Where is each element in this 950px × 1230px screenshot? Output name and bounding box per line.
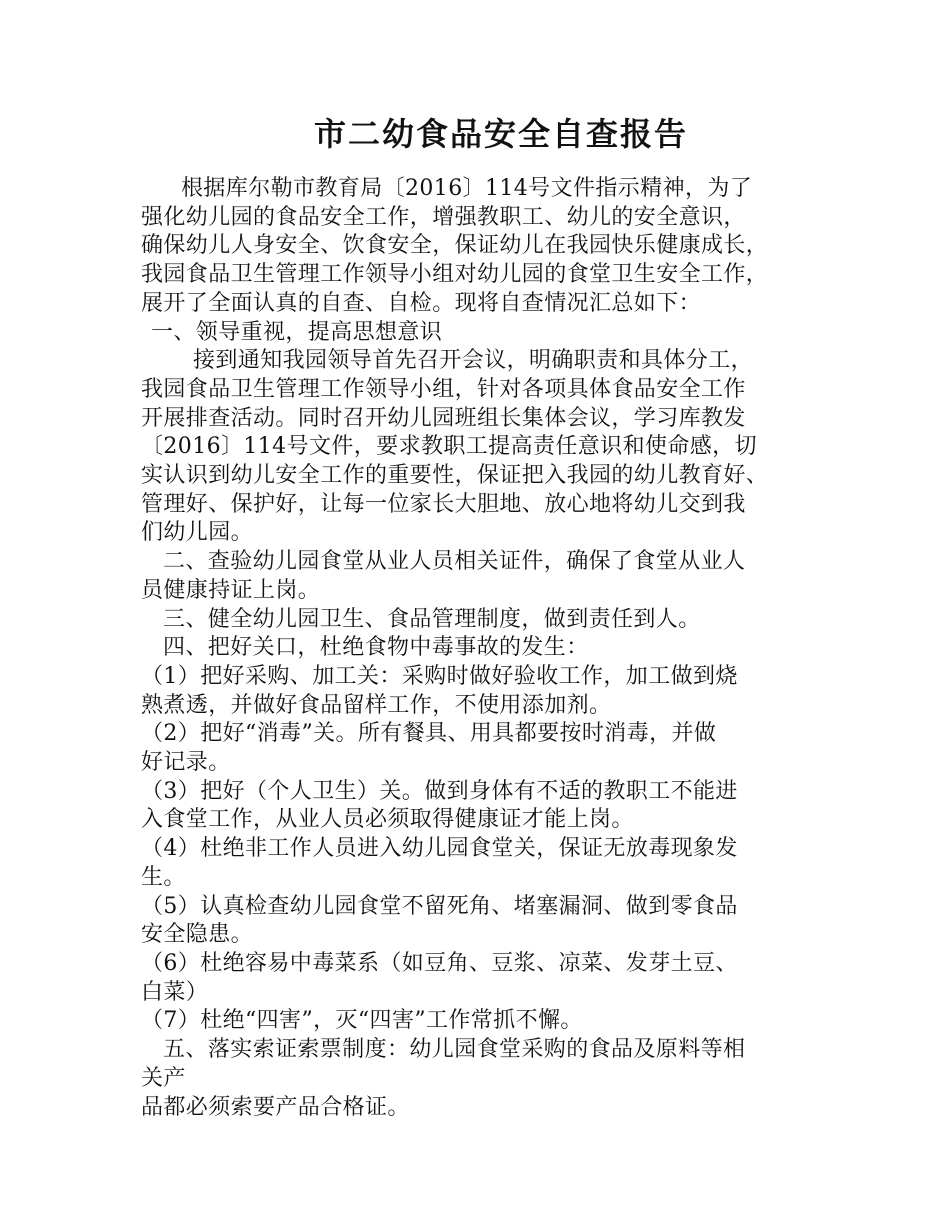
text-line: （2）把好“消毒”关。所有餐具、用具都要按时消毒，并做 [141, 721, 717, 747]
section-heading-5 [141, 1036, 831, 1122]
section-heading-2 [141, 548, 831, 605]
text-line: 品都必须索要产品合格证。 [141, 1094, 410, 1120]
text-line: （3）把好（个人卫生）关。做到身体有不适的教职工不能进 [141, 778, 738, 804]
text-line: 生。 [141, 864, 186, 890]
text-line: 白菜） [141, 979, 209, 1005]
text-line: 一、领导重视，提高思想意识 [151, 319, 443, 345]
text-line: 根据库尔勒市教育局〔2016〕114号文件指示精神，为了 [181, 176, 753, 201]
text-line: 〔2016〕114号文件，要求教职工提高责任意识和使命感，切 [141, 434, 757, 460]
text-line: 开展排查活动。同时召开幼儿园班组长集体会议，学习库教发 [141, 405, 746, 431]
text-line: 好记录。 [141, 750, 231, 776]
list-item-1 [141, 663, 831, 720]
text-line: 五、落实索证索票制度：幼儿园食堂采购的食品及原料等相 [163, 1037, 746, 1063]
text-line: 四、把好关口，杜绝食物中毒事故的发生： [163, 635, 589, 661]
text-line: 我园食品卫生管理工作领导小组对幼儿园的食堂卫生安全工作， [141, 262, 769, 288]
text-line: 入食堂工作，从业人员必须取得健康证才能上岗。 [141, 807, 634, 833]
text-line: （6）杜绝容易中毒菜系（如豆角、豆浆、凉菜、发芽土豆、 [141, 950, 738, 976]
text-line: （7）杜绝“四害”，灭“四害”工作常抓不懈。 [141, 1008, 583, 1034]
document-body [141, 175, 831, 1122]
text-line: （4）杜绝非工作人员进入幼儿园食堂关，保证无放毒现象发 [141, 836, 738, 862]
list-item-3 [141, 778, 831, 835]
list-item-7 [141, 1007, 831, 1036]
text-line: 们幼儿园。 [141, 520, 254, 546]
text-line: 员健康持证上岗。 [141, 577, 321, 603]
text-line: 接到通知我园领导首先召开会议，明确职责和具体分工， [193, 348, 754, 374]
text-line: 确保幼儿人身安全、饮食安全，保证幼儿在我园快乐健康成长， [141, 233, 769, 259]
section-heading-3 [141, 606, 831, 635]
document-page [141, 112, 831, 1122]
list-item-6 [141, 950, 831, 1007]
text-line: 三、健全幼儿园卫生、食品管理制度，做到责任到人。 [163, 606, 701, 632]
text-line: 我园食品卫生管理工作领导小组，针对各项具体食品安全工作 [141, 376, 746, 402]
list-item-2 [141, 720, 831, 777]
intro-paragraph [141, 175, 831, 319]
text-line: 强化幼儿园的食品安全工作，增强教职工、幼儿的安全意识， [141, 204, 746, 230]
text-line: 关产 [141, 1065, 186, 1091]
list-item-4 [141, 835, 831, 892]
text-line: 熟煮透，并做好食品留样工作，不使用添加剂。 [141, 692, 612, 718]
section-heading-4 [141, 634, 831, 663]
list-item-5 [141, 893, 831, 950]
section-heading-1 [141, 319, 831, 348]
text-line: （1）把好采购、加工关：采购时做好验收工作，加工做到烧 [141, 663, 738, 689]
text-line: 展开了全面认真的自查、自检。现将自查情况汇总如下： [141, 290, 702, 316]
section-1-paragraph [141, 347, 831, 548]
text-line: 管理好、保护好，让每一位家长大胆地、放心地将幼儿交到我 [141, 491, 746, 517]
text-line: （5）认真检查幼儿园食堂不留死角、堵塞漏洞、做到零食品 [141, 893, 738, 919]
text-line: 实认识到幼儿安全工作的重要性，保证把入我园的幼儿教育好、 [141, 463, 769, 489]
document-title: 市二幼食品安全自查报告 [313, 115, 688, 153]
text-line: 安全隐患。 [141, 922, 254, 948]
text-line: 二、查验幼儿园食堂从业人员相关证件，确保了食堂从业人 [163, 549, 746, 575]
